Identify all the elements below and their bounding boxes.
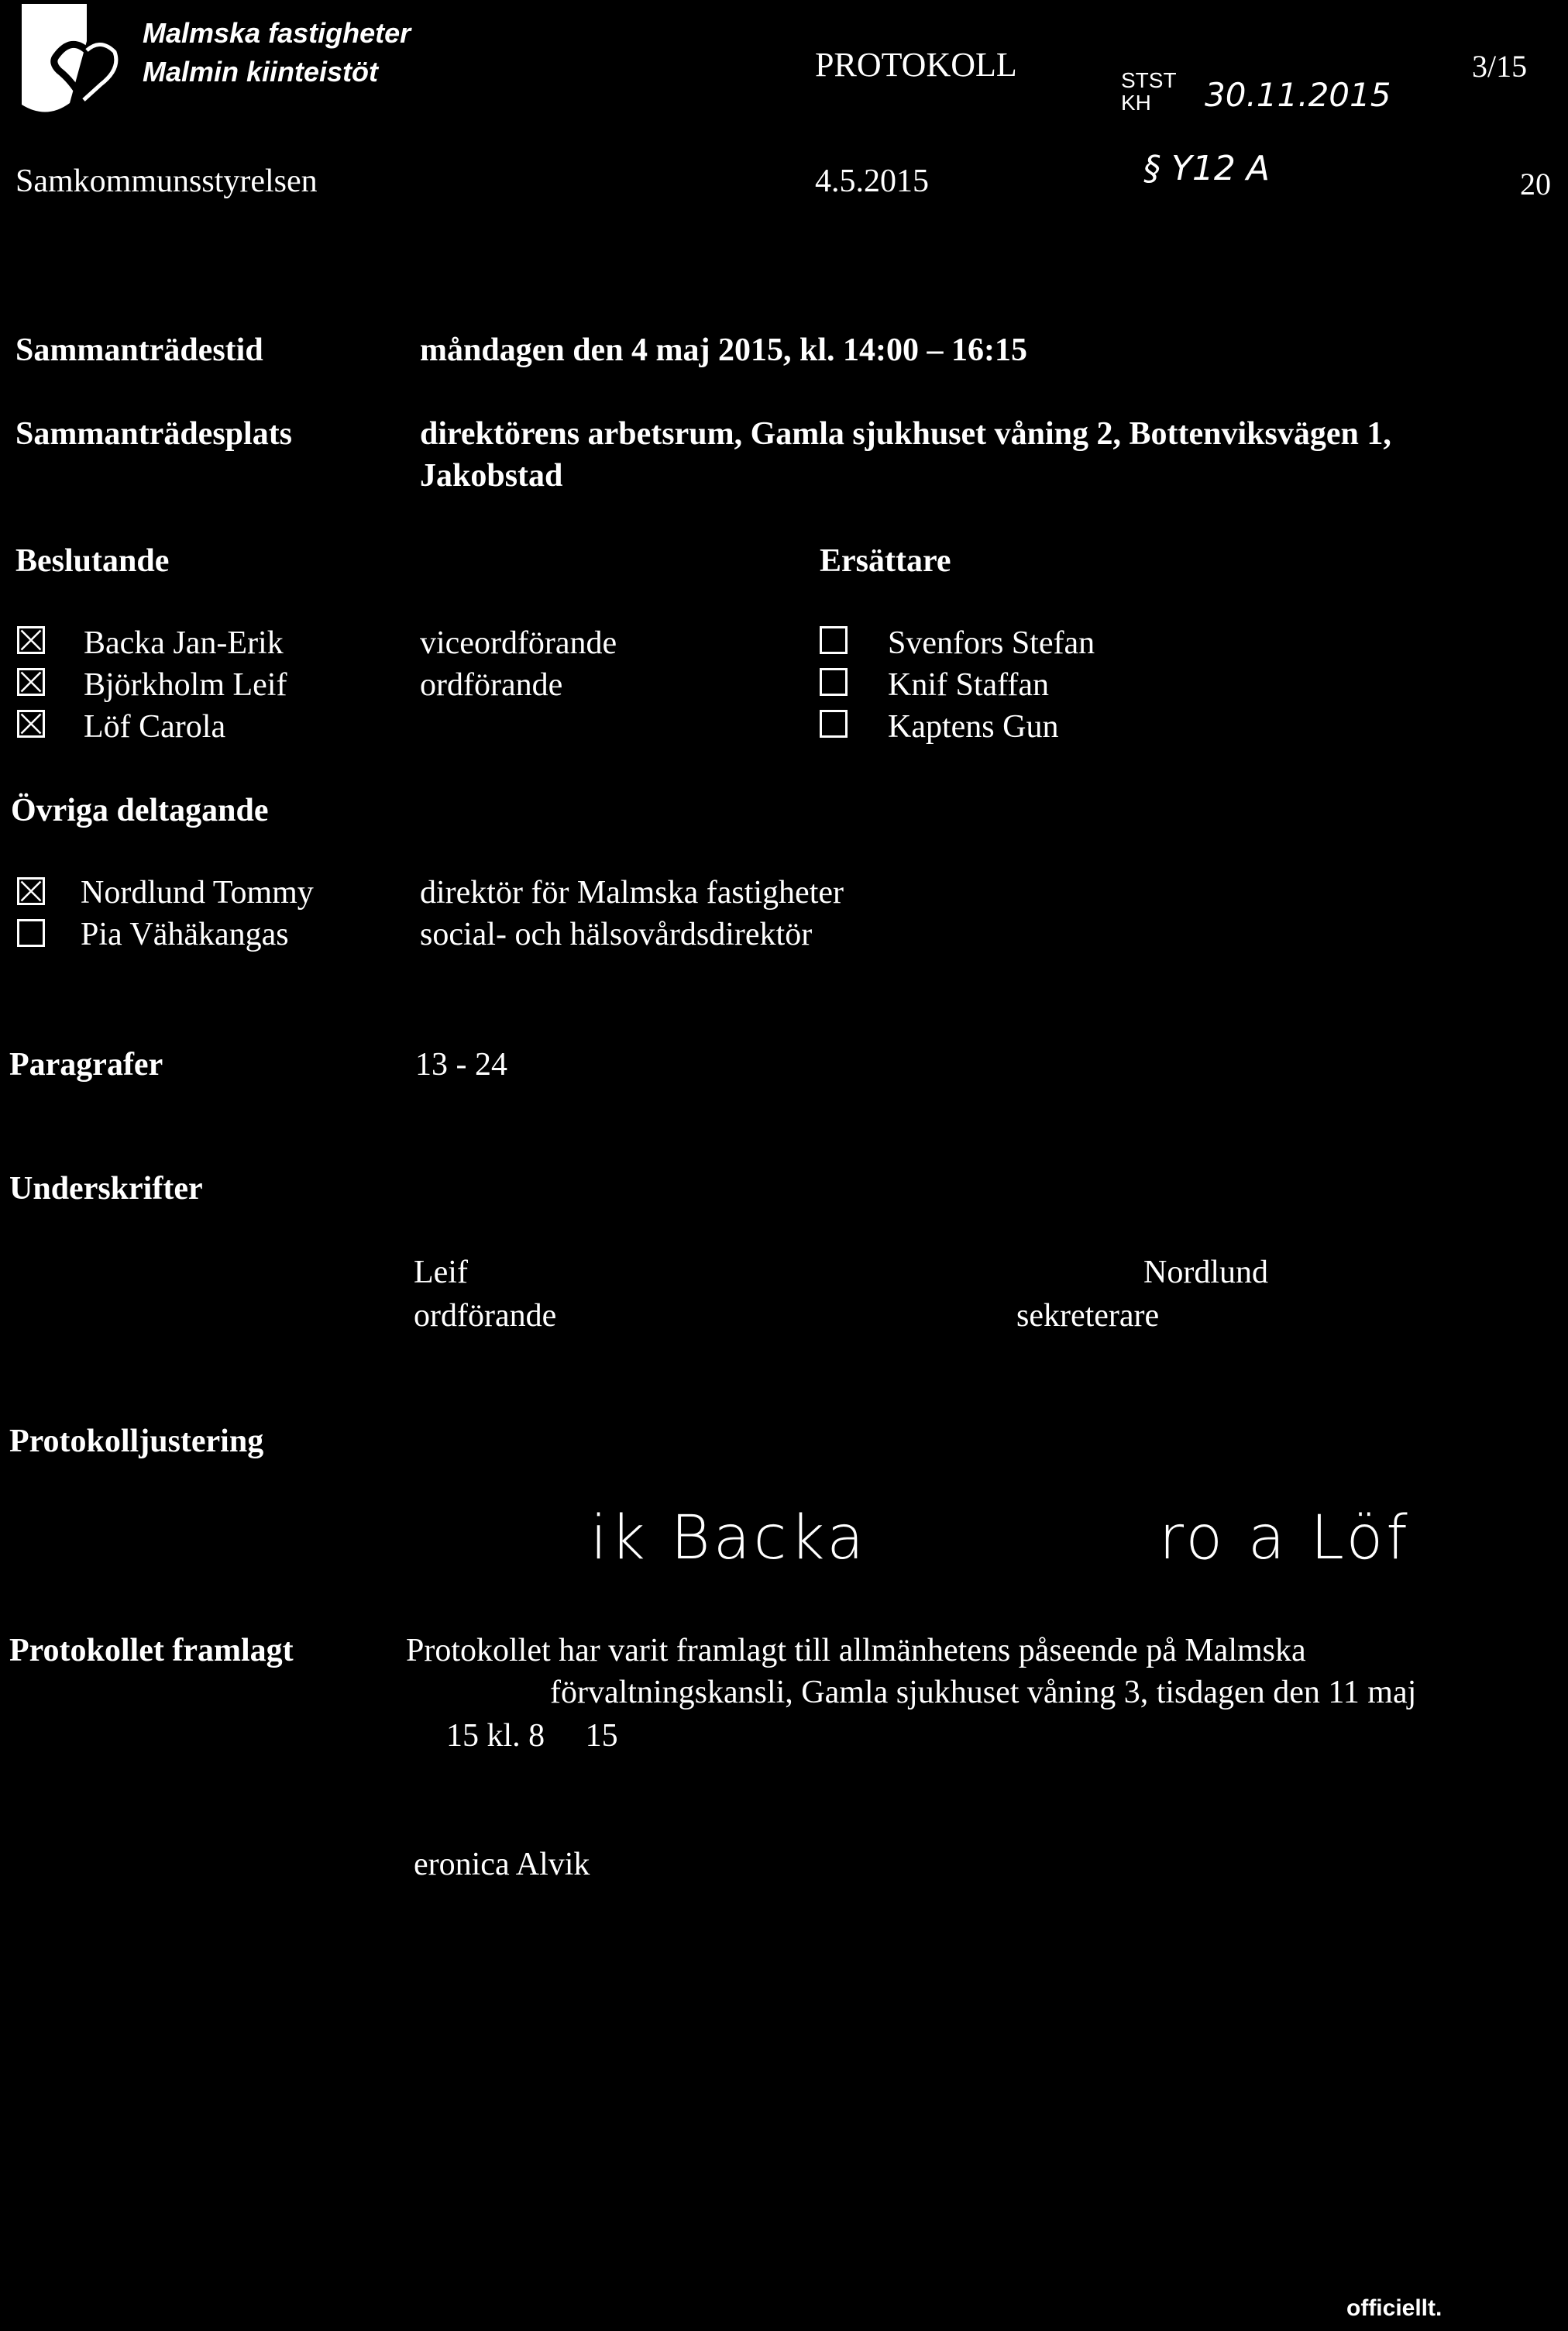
deputy-name: Kaptens Gun <box>888 709 1059 745</box>
deputies-heading: Ersättare <box>820 543 951 579</box>
chair-role: ordförande <box>414 1298 557 1334</box>
deputy-checkbox <box>820 626 848 654</box>
member-role: viceordförande <box>420 625 617 661</box>
stamp-date: 30.11.2015 <box>1205 76 1391 114</box>
other-role: direktör för Malmska fastigheter <box>420 875 844 911</box>
logo-text-fi: Malmin kiinteistöt <box>143 56 379 88</box>
publication-line-1: Protokollet har varit framlagt till allmänhetens påseende på Malmska <box>406 1633 1306 1668</box>
secretary-name: Nordlund <box>1143 1255 1268 1290</box>
publication-signer: eronica Alvik <box>414 1847 590 1882</box>
publication-label: Protokollet framlagt <box>9 1633 294 1668</box>
adjuster-signature-1: ik Backa <box>590 1503 867 1573</box>
other-checkbox <box>17 919 45 947</box>
organ-name: Samkommunsstyrelsen <box>15 164 318 199</box>
meeting-time-value: måndagen den 4 maj 2015, kl. 14:00 – 16:15 <box>420 332 1028 368</box>
deputy-checkbox <box>820 710 848 738</box>
decision-makers-heading: Beslutande <box>15 543 170 579</box>
stamp-code2: KH <box>1121 91 1151 115</box>
meeting-place-value: direktörens arbetsrum, Gamla sjukhuset våning 2, Bottenviksvägen 1, <box>420 416 1391 452</box>
member-checkbox <box>17 710 45 738</box>
publication-line-2: förvaltningskansli, Gamla sjukhuset våning 3, tisdagen den 11 maj <box>550 1675 1417 1710</box>
member-checkbox <box>17 668 45 696</box>
other-name: Pia Vähäkangas <box>81 917 289 952</box>
deputy-checkbox <box>820 668 848 696</box>
adjustment-label: Protokolljustering <box>9 1424 264 1459</box>
member-checkbox <box>17 626 45 654</box>
meeting-time-label: Sammanträdestid <box>15 332 263 368</box>
meeting-place-value-2: Jakobstad <box>420 458 563 494</box>
section-number: 20 <box>1520 167 1551 201</box>
secretary-role: sekreterare <box>1016 1298 1160 1334</box>
stamp-section: § Y12 A <box>1143 149 1270 188</box>
member-name: Backa Jan-Erik <box>84 625 284 661</box>
other-checkbox <box>17 877 45 905</box>
member-name: Löf Carola <box>84 709 226 745</box>
meeting-date: 4.5.2015 <box>815 164 929 199</box>
meeting-place-label: Sammanträdesplats <box>15 416 293 452</box>
paragraphs-label: Paragrafer <box>9 1047 163 1083</box>
stamp-code1: STST <box>1121 68 1177 92</box>
chair-name: Leif <box>414 1255 468 1290</box>
adjuster-signature-2: ro a Löf <box>1159 1503 1411 1573</box>
footer-note: officiellt. <box>1346 2295 1442 2321</box>
other-role: social- och hälsovårdsdirektör <box>420 917 813 952</box>
logo-text-sv: Malmska fastigheter <box>143 17 411 49</box>
signatures-label: Underskrifter <box>9 1171 203 1207</box>
heart-logo-icon <box>15 4 132 112</box>
doc-type: PROTOKOLL <box>815 46 1017 84</box>
paragraphs-value: 13 - 24 <box>415 1047 507 1083</box>
other-participants-heading: Övriga deltagande <box>11 793 269 828</box>
other-name: Nordlund Tommy <box>81 875 314 911</box>
page-number: 3/15 <box>1472 49 1528 84</box>
member-role: ordförande <box>420 667 563 703</box>
deputy-name: Svenfors Stefan <box>888 625 1095 661</box>
publication-line-3: 15 kl. 8 15 <box>446 1718 618 1754</box>
deputy-name: Knif Staffan <box>888 667 1050 703</box>
member-name: Björkholm Leif <box>84 667 287 703</box>
